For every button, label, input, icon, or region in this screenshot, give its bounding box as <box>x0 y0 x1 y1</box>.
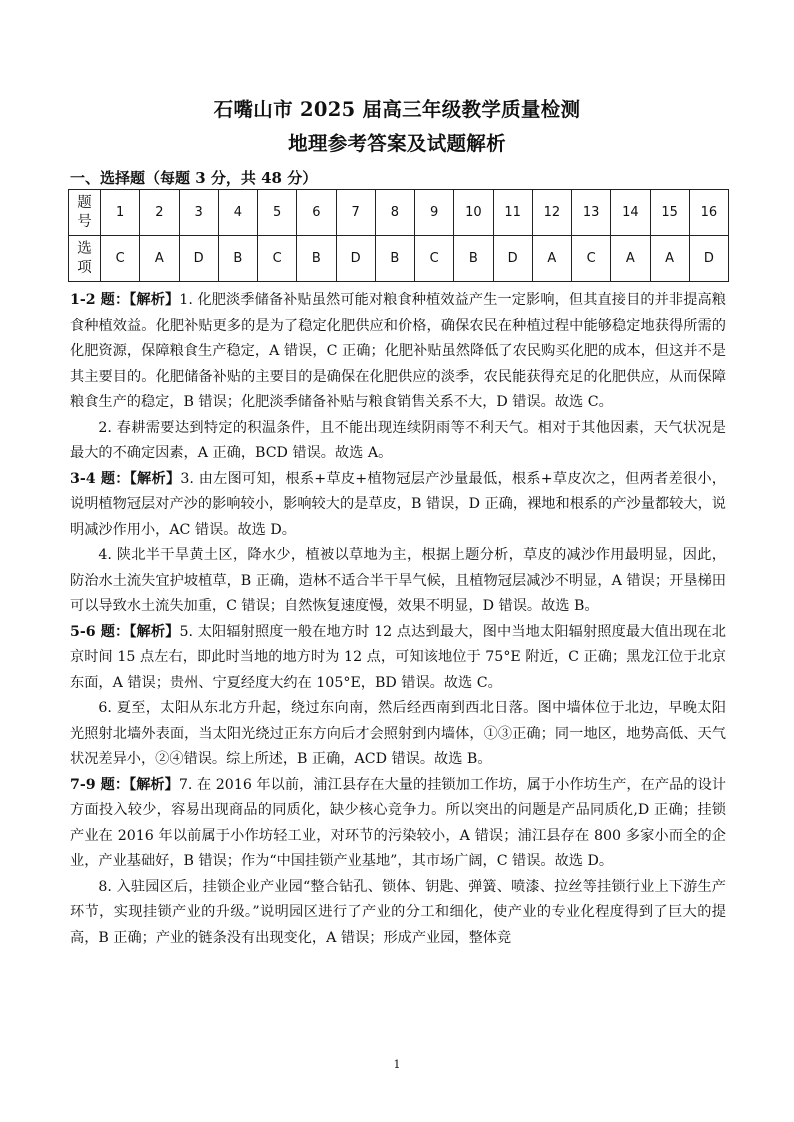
question-number: 6 <box>297 190 336 236</box>
page-number: 1 <box>393 1058 401 1071</box>
answer-table <box>68 189 729 282</box>
question-number: 1 <box>101 190 140 236</box>
answer-cell: C <box>258 236 297 282</box>
document-title: 石嘴山市 2025 届高三年级教学质量检测 <box>213 98 581 121</box>
question-group-label: 3-4 题：【解析】 <box>70 470 181 487</box>
explanation-paragraph <box>70 467 726 544</box>
answer-cell: C <box>572 236 611 282</box>
question-group-label: 1-2 题：【解析】 <box>70 292 180 308</box>
answer-cell: D <box>179 236 218 282</box>
explanation-paragraph <box>70 416 726 467</box>
answer-cell: C <box>415 236 454 282</box>
question-group-label: 5-6 题：【解析】 <box>70 623 180 640</box>
answer-cell: C <box>101 236 140 282</box>
question-number: 7 <box>336 190 375 236</box>
answer-cell: B <box>454 236 493 282</box>
explanation-paragraph <box>70 875 726 952</box>
explanation-text: 4. 陕北半干旱黄土区，降水少，植被以草地为主，根据上题分析，草皮的减沙作用最明显，因此，防治水土流失宜护坡植草，B 正确，造林不适合半干旱气候，且植物冠层减沙不明显，A 错误；开垦梯田可以导致水土流失加重，C 错误；自然恢复速度慢，效果不明显，D 错误。故选 B。 <box>70 547 726 614</box>
question-number: 10 <box>454 190 493 236</box>
explanation-text: 2. 春耕需要达到特定的积温条件，且不能出现连续阴雨等不利天气。相对于其他因素，天气状况是最大的不确定因素，A 正确，BCD 错误。故选 A。 <box>70 419 726 461</box>
question-number: 14 <box>611 190 650 236</box>
answer-cell: A <box>532 236 571 282</box>
question-number: 13 <box>572 190 611 236</box>
answer-cell: D <box>689 236 728 282</box>
answer-cell: B <box>297 236 336 282</box>
question-number: 15 <box>650 190 689 236</box>
question-number: 9 <box>415 190 454 236</box>
question-number: 12 <box>532 190 571 236</box>
answer-cell: A <box>611 236 650 282</box>
explanation-text: 8. 入驻园区后，挂锁企业产业园“整合钻孔、锁体、钥匙、弹簧、喷漆、拉丝等挂锁行业上下游生产环节，实现挂锁产业的升级。”说明园区进行了产业的分工和细化，使产业的专业化程度得到了巨大的提高，B 正确；产业的链条没有出现变化，A 错误；形成产业园，整体竞 <box>70 878 726 946</box>
answer-cell: D <box>493 236 532 282</box>
question-number: 16 <box>689 190 728 236</box>
explanation-text: 1. 化肥淡季储备补贴虽然可能对粮食种植效益产生一定影响，但其直接目的并非提高粮食种植效益。化肥补贴更多的是为了稳定化肥供应和价格，确保农民在种植过程中能够稳定地获得所需的化肥资源，保障粮食生产稳定，A 错误，C 正确；化肥补贴虽然降低了农民购买化肥的成本，但这并不是其主要目的。化肥储备补贴的主要目的是确保在化肥供应的淡季，农民能获得充足的化肥供应，从而保障粮食生产的稳定，B 错误；化肥淡季储备补贴与粮食销售关系不大，D 错误。故选 C。 <box>70 292 726 410</box>
explanation-paragraph <box>70 773 726 875</box>
explanation-body <box>70 288 726 951</box>
question-number: 3 <box>179 190 218 236</box>
answer-cell: D <box>336 236 375 282</box>
explanation-text: 7. 在 2016 年以前，浦江县存在大量的挂锁加工作坊，属于小作坊生产，在产品的设计方面投入较少，容易出现商品的同质化，缺少核心竞争力。所以突出的问题是产品同质化,D 正确；挂锁产业在 2016 年以前属于小作坊轻工业，对环节的污染较小，A 错误；浦江县存在 800 多家小而全的企业，产业基础好，B 错误；作为“中国挂锁产业基地”，其市场广阔，C 错误。故选 D。 <box>70 776 726 869</box>
question-number: 11 <box>493 190 532 236</box>
explanation-text: 3. 由左图可知，根系+草皮+植物冠层产沙量最低，根系+草皮次之，但两者差很小，说明植物冠层对产沙的影响较小，影响较大的是草皮，B 错误，D 正确，裸地和根系的产沙量都较大，说明减沙作用小，AC 错误。故选 D。 <box>70 470 726 538</box>
question-number: 5 <box>258 190 297 236</box>
document-subtitle: 地理参考答案及试题解析 <box>288 132 506 155</box>
answer-row <box>69 236 729 282</box>
question-number: 2 <box>140 190 179 236</box>
answer-cell: A <box>650 236 689 282</box>
explanation-paragraph <box>70 543 726 620</box>
row-header-answer: 选 项 <box>69 236 101 282</box>
question-number-row <box>69 190 729 236</box>
question-number: 8 <box>375 190 414 236</box>
explanation-text: 6. 夏至，太阳从东北方升起，绕过东向南，然后经西南到西北日落。图中墙体位于北边，早晚太阳光照射北墙外表面，当太阳光绕过正东方向后才会照射到内墙体，①③正确；同一地区，地势高低、天气状况差异小，②④错误。综上所述，B 正确，ACD 错误。故选 B。 <box>70 700 726 767</box>
explanation-paragraph <box>70 288 726 416</box>
question-group-label: 7-9 题：【解析】 <box>70 776 179 793</box>
explanation-paragraph <box>70 696 726 773</box>
row-header-number: 题 号 <box>69 190 101 236</box>
answer-cell: B <box>218 236 257 282</box>
section-heading: 一、选择题（每题 3 分，共 48 分） <box>70 169 318 187</box>
explanation-paragraph <box>70 620 726 697</box>
answer-cell: A <box>140 236 179 282</box>
explanation-text: 5. 太阳辐射照度一般在地方时 12 点达到最大，图中当地太阳辐射照度最大值出现在北京时间 15 点左右，即此时当地的地方时为 12 点，可知该地位于 75°E 附近，C 正确；黑龙江位于北京东面，A 错误；贵州、宁夏经度大约在 105°E，BD 错误。故选 C。 <box>70 623 726 691</box>
question-number: 4 <box>218 190 257 236</box>
answer-cell: B <box>375 236 414 282</box>
